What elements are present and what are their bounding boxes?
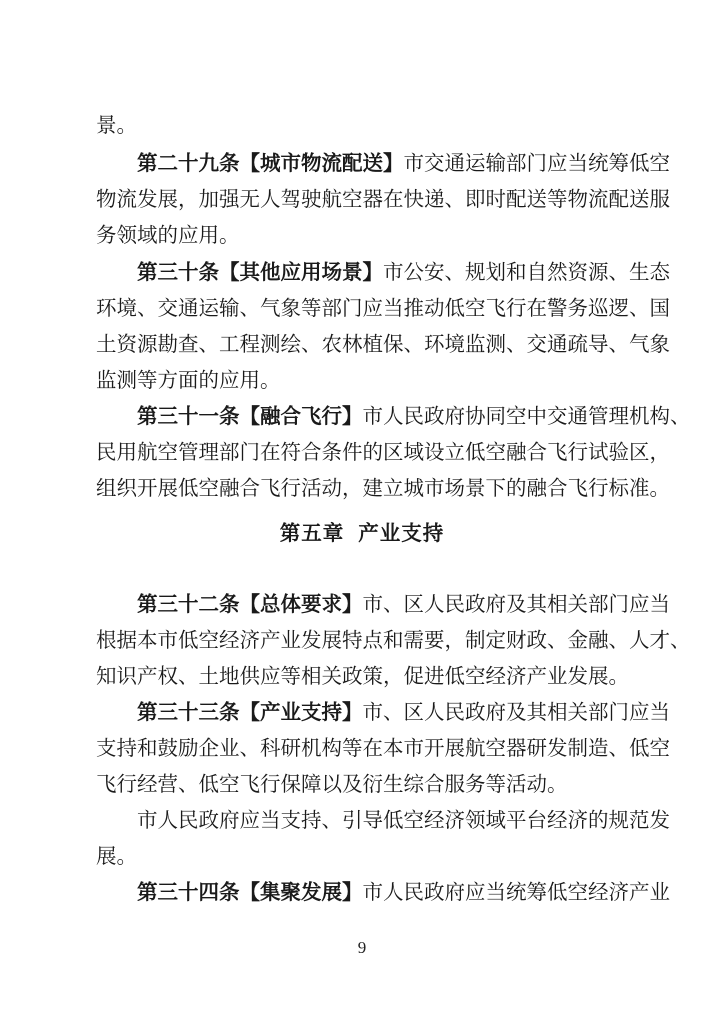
paragraph-platform-line-2	[96, 842, 641, 870]
article-29-line-2	[96, 185, 670, 213]
article-34-title: 【集聚发展】	[239, 880, 363, 904]
article-30-line-2	[96, 294, 670, 322]
article-32-line-1	[137, 590, 670, 618]
article-30-text-1: 市公安、规划和自然资源、生态	[383, 260, 670, 284]
article-30-number: 第三十条	[137, 260, 219, 284]
article-30-text-4: 监测等方面的应用。	[96, 368, 281, 392]
article-33-title: 【产业支持】	[239, 700, 363, 724]
chapter-title: 产业支持	[358, 521, 445, 545]
article-31-text-3: 组织开展低空融合飞行活动，建立城市场景下的融合飞行标准。	[96, 476, 670, 500]
article-31-line-3	[96, 474, 670, 502]
article-31-line-1	[137, 402, 691, 430]
article-33-line-1	[137, 698, 670, 726]
article-30-text-2: 环境、交通运输、气象等部门应当推动低空飞行在警务巡逻、国	[96, 296, 670, 320]
article-34-number: 第三十四条	[137, 880, 240, 904]
article-29-line-3	[96, 221, 641, 249]
article-29-line-1	[137, 149, 670, 177]
continuation-text: 景。	[96, 113, 137, 137]
article-34-line-1	[137, 878, 670, 906]
article-29-text-1: 市交通运输部门应当统筹低空	[403, 151, 670, 175]
article-32-line-3	[96, 662, 641, 690]
article-31-text-1: 市人民政府协同空中交通管理机构、	[362, 404, 691, 428]
article-29-number: 第二十九条	[137, 151, 240, 175]
article-31-line-2	[96, 438, 670, 466]
article-32-line-2	[96, 626, 691, 654]
article-29-text-3: 务领域的应用。	[96, 223, 240, 247]
article-31-text-2: 民用航空管理部门在符合条件的区域设立低空融合飞行试验区，	[96, 440, 670, 464]
article-29-text-2: 物流发展，加强无人驾驶航空器在快递、即时配送等物流配送服	[96, 187, 670, 211]
article-32-text-1: 市、区人民政府及其相关部门应当	[362, 592, 670, 616]
article-33-text-3: 飞行经营、低空飞行保障以及衍生综合服务等活动。	[96, 772, 568, 796]
paragraph-continuation	[96, 111, 641, 139]
article-29-title: 【城市物流配送】	[239, 151, 404, 175]
article-31-number: 第三十一条	[137, 404, 240, 428]
article-33-text-2: 支持和鼓励企业、科研机构等在本市开展航空器研发制造、低空	[96, 736, 670, 760]
paragraph-platform-text-1: 市人民政府应当支持、引导低空经济领域平台经济的规范发	[137, 808, 670, 832]
article-34-text-1: 市人民政府应当统筹低空经济产业	[362, 880, 670, 904]
chapter-heading	[0, 519, 724, 547]
paragraph-platform-line-1	[137, 806, 670, 834]
article-31-title: 【融合飞行】	[239, 404, 363, 428]
article-32-text-2: 根据本市低空经济产业发展特点和需要，制定财政、金融、人才、	[96, 628, 691, 652]
page-number: 9	[357, 938, 367, 957]
article-30-line-3	[96, 330, 670, 358]
article-33-number: 第三十三条	[137, 700, 240, 724]
chapter-number: 第五章	[279, 521, 345, 545]
article-30-line-4	[96, 366, 641, 394]
article-32-title: 【总体要求】	[239, 592, 363, 616]
article-30-title: 【其他应用场景】	[219, 260, 383, 284]
article-30-line-1	[137, 258, 670, 286]
article-33-line-3	[96, 770, 641, 798]
article-33-line-2	[96, 734, 670, 762]
article-30-text-3: 土资源勘查、工程测绘、农林植保、环境监测、交通疏导、气象	[96, 332, 670, 356]
article-32-number: 第三十二条	[137, 592, 240, 616]
article-32-text-3: 知识产权、土地供应等相关政策，促进低空经济产业发展。	[96, 664, 629, 688]
article-33-text-1: 市、区人民政府及其相关部门应当	[362, 700, 670, 724]
paragraph-platform-text-2: 展。	[96, 844, 137, 868]
